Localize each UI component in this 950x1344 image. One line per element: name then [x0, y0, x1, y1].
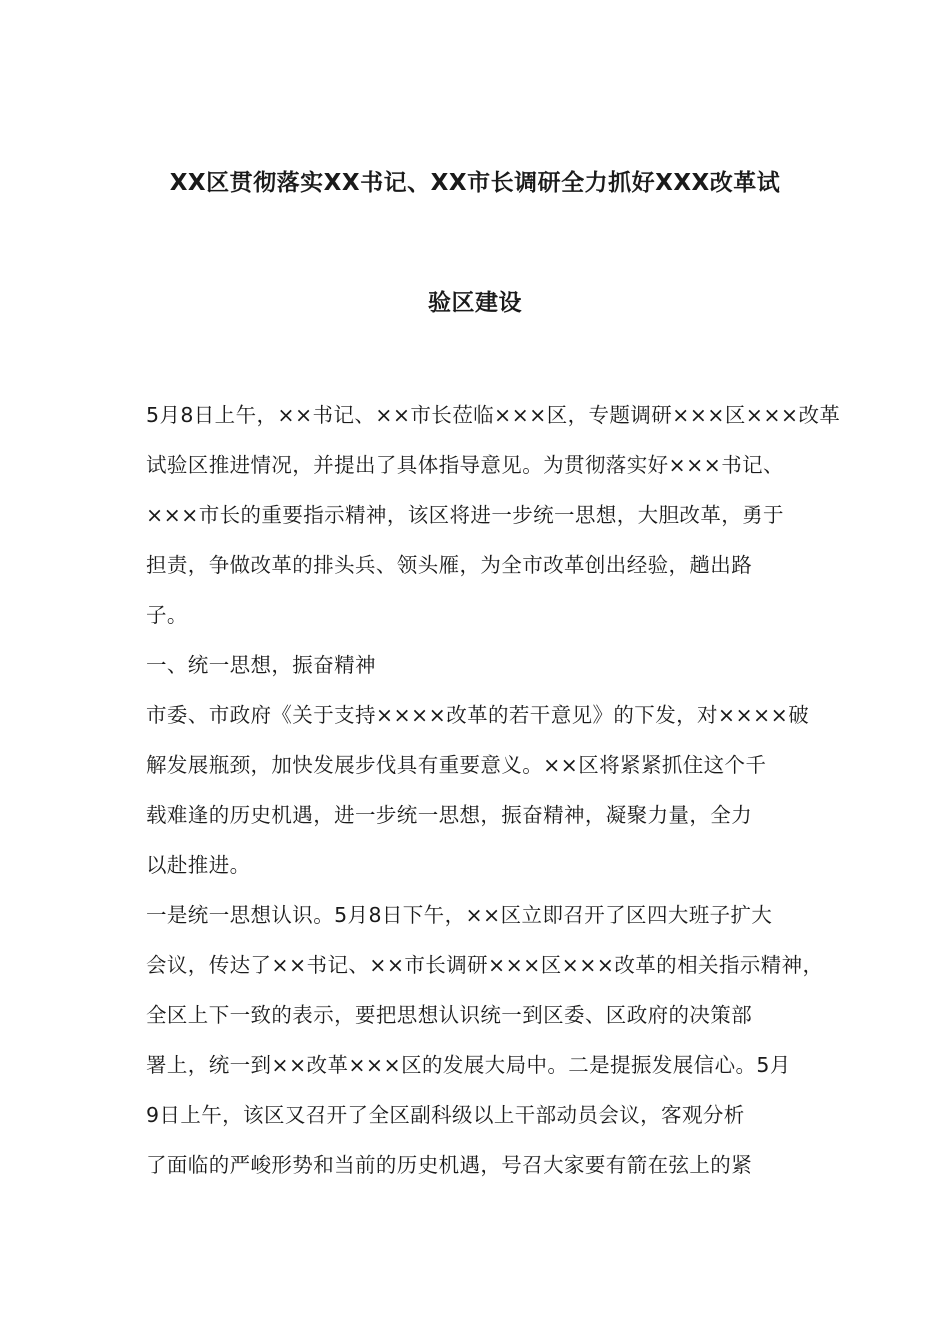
body-line: 子。 [146, 603, 188, 627]
body-line: 解发展瓶颈，加快发展步伐具有重要意义。××区将紧紧抓住这个千 [146, 753, 767, 777]
body-line: 载难逢的历史机遇，进一步统一思想，振奋精神，凝聚力量，全力 [146, 803, 753, 827]
body-line: 以赴推进。 [146, 853, 251, 877]
body-line: 署上，统一到××改革×××区的发展大局中。二是提振发展信心。5月 [146, 1053, 791, 1077]
body-line: 9日上午，该区又召开了全区副科级以上干部动员会议，客观分析 [146, 1103, 745, 1127]
body-line: 5月8日上午，××书记、××市长莅临×××区，专题调研×××区×××改革 [146, 403, 841, 427]
section-heading: 一、统一思想，振奋精神 [146, 653, 376, 677]
body-line: 全区上下一致的表示，要把思想认识统一到区委、区政府的决策部 [146, 1003, 753, 1027]
body-line: 会议，传达了××书记、××市长调研×××区×××改革的相关指示精神， [146, 953, 824, 977]
body-line: ×××市长的重要指示精神，该区将进一步统一思想，大胆改革，勇于 [146, 503, 784, 527]
body-line: 担责，争做改革的排头兵、领头雁，为全市改革创出经验，趟出路 [146, 553, 753, 577]
body-line: 市委、市政府《关于支持××××改革的若干意见》的下发，对××××破 [146, 703, 810, 727]
body-line: 试验区推进情况，并提出了具体指导意见。为贯彻落实好×××书记、 [146, 453, 784, 477]
document-title-line-1: XX区贯彻落实XX书记、XX市长调研全力抓好XXX改革试 [169, 170, 781, 196]
body-line: 一是统一思想认识。5月8日下午，××区立即召开了区四大班子扩大 [146, 903, 773, 927]
body-line: 了面临的严峻形势和当前的历史机遇，号召大家要有箭在弦上的紧 [146, 1153, 753, 1177]
document-title-line-2: 验区建设 [428, 290, 522, 316]
